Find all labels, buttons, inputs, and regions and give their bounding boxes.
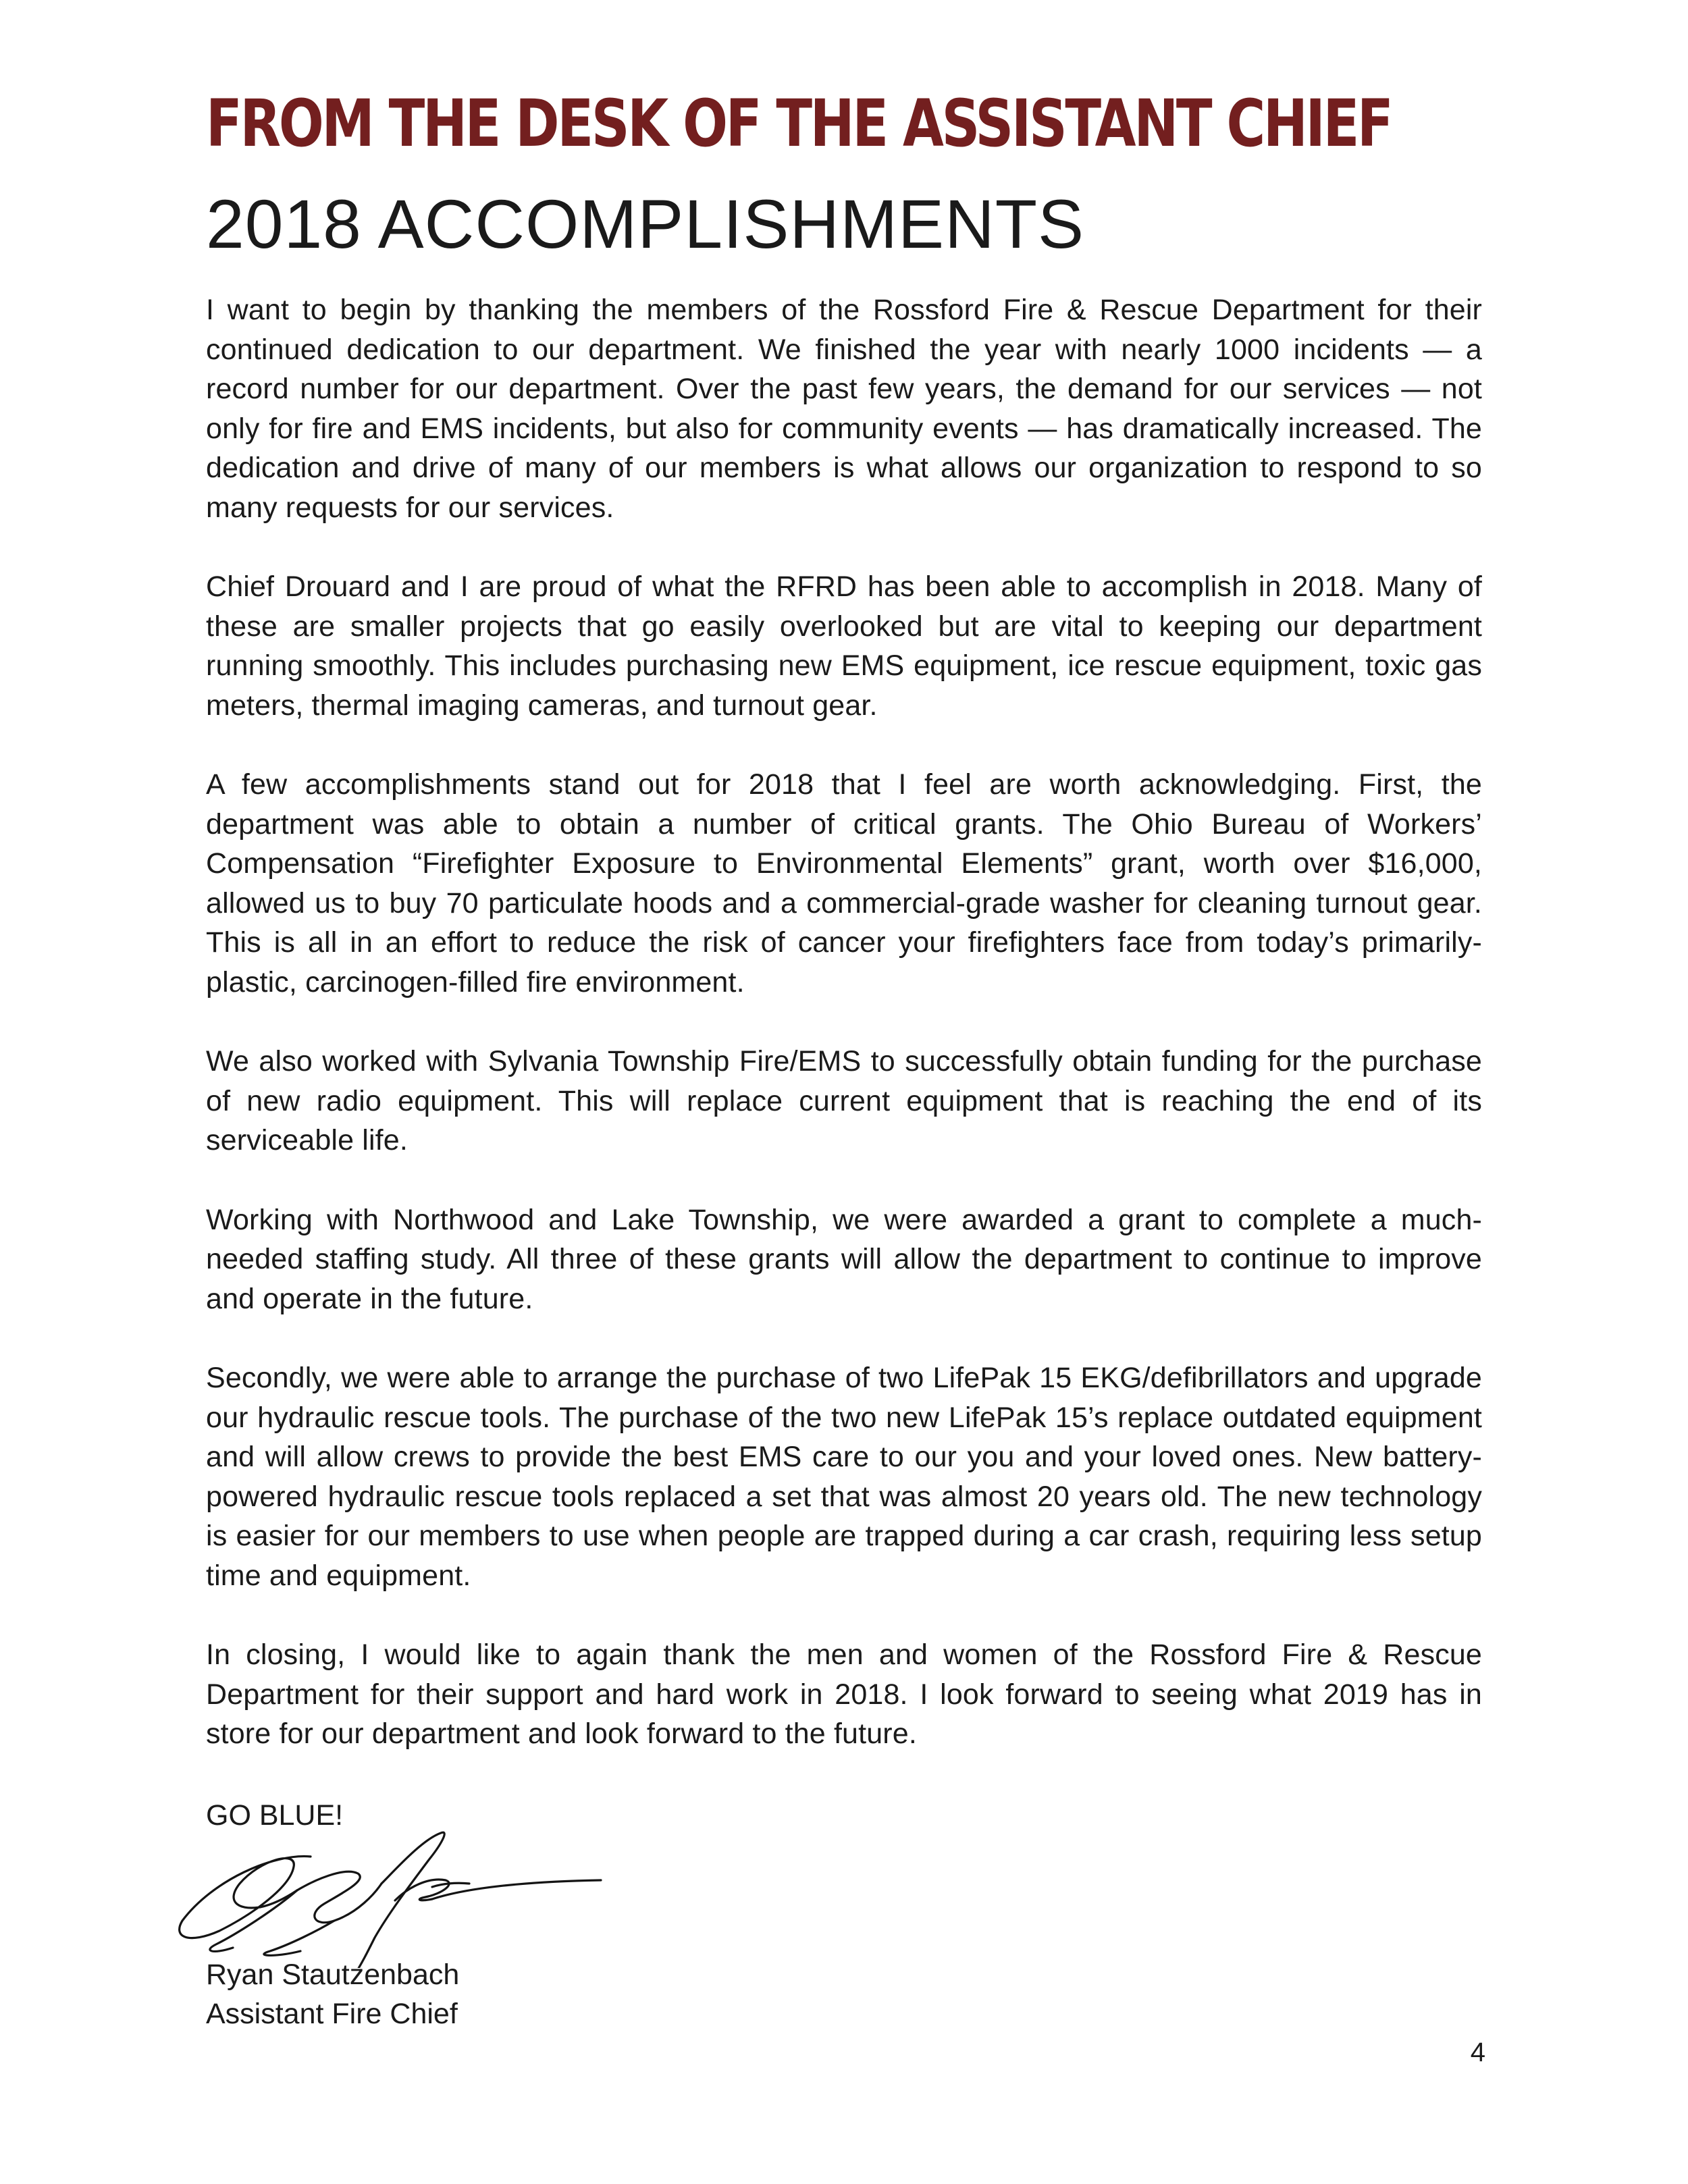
- paragraph-intro: I want to begin by thanking the members of the Rossford Fire & Rescue Department for their continued dedication to our department. We finished the year with nearly 1000 incidents — a record number for our department. Over the past few years, the demand for our services — not only for fire and EMS incidents, but also for community events — has dramatically increased. The dedication and drive of many of our members is what allows our organization to respond to so many requests for our services.: [206, 294, 1482, 524]
- signatory-title: Assistant Fire Chief: [206, 1998, 458, 2030]
- closing-remark: GO BLUE!: [206, 1799, 344, 1832]
- page-number: 4: [1470, 2037, 1485, 2067]
- paragraph-grants: A few accomplishments stand out for 2018 that I feel are worth acknowledging. First, the department was able to obtain a number of critical grants. The Ohio Bureau of Workers’ Compensation “Firefighter Exposure to Environmental Elements” grant, worth over $16,000, allowed us to buy 70 particulate hoods and a commercial-grade washer for cleaning turnout gear. This is all in an effort to reduce the risk of cancer your firefighters face from today’s primarily-plastic, carcinogen-filled fire environment.: [206, 768, 1482, 998]
- signatory-name: Ryan Stautzenbach: [206, 1959, 460, 1991]
- page-title: 2018 ACCOMPLISHMENTS: [206, 186, 1085, 263]
- section-kicker: FROM THE DESK OF THE ASSISTANT CHIEF: [206, 86, 1392, 161]
- letter-body: [206, 290, 1482, 1794]
- paragraph-staffing: Working with Northwood and Lake Township, we were awarded a grant to complete a much-needed staffing study. All three of these grants will allow the department to continue to improve and operate in the future.: [206, 1203, 1482, 1315]
- paragraph-radio: We also worked with Sylvania Township Fire/EMS to successfully obtain funding for the purchase of new radio equipment. This will replace current equipment that is reaching the end of its serviceable life.: [206, 1045, 1482, 1156]
- paragraph-projects: Chief Drouard and I are proud of what the RFRD has been able to accomplish in 2018. Many of these are smaller projects that go easily overlooked but are vital to keeping our department running smoothly. This includes purchasing new EMS equipment, ice rescue equipment, toxic gas meters, thermal imaging cameras, and turnout gear.: [206, 570, 1482, 722]
- paragraph-equipment: Secondly, we were able to arrange the purchase of two LifePak 15 EKG/defibrillators and upgrade our hydraulic rescue tools. The purchase of the two new LifePak 15’s replace outdated equipment and will allow crews to provide the best EMS care to our you and your loved ones. New battery-powered hydraulic rescue tools replaced a set that was almost 20 years old. The new technology is easier for our members to use when people are trapped during a car crash, requiring less setup time and equipment.: [206, 1362, 1482, 1592]
- paragraph-closing: In closing, I would like to again thank the men and women of the Rossford Fire & Rescue Department for their support and hard work in 2018. I look forward to seeing what 2019 has in store for our department and look forward to the future.: [206, 1639, 1482, 1750]
- signature-icon: [172, 1819, 611, 1968]
